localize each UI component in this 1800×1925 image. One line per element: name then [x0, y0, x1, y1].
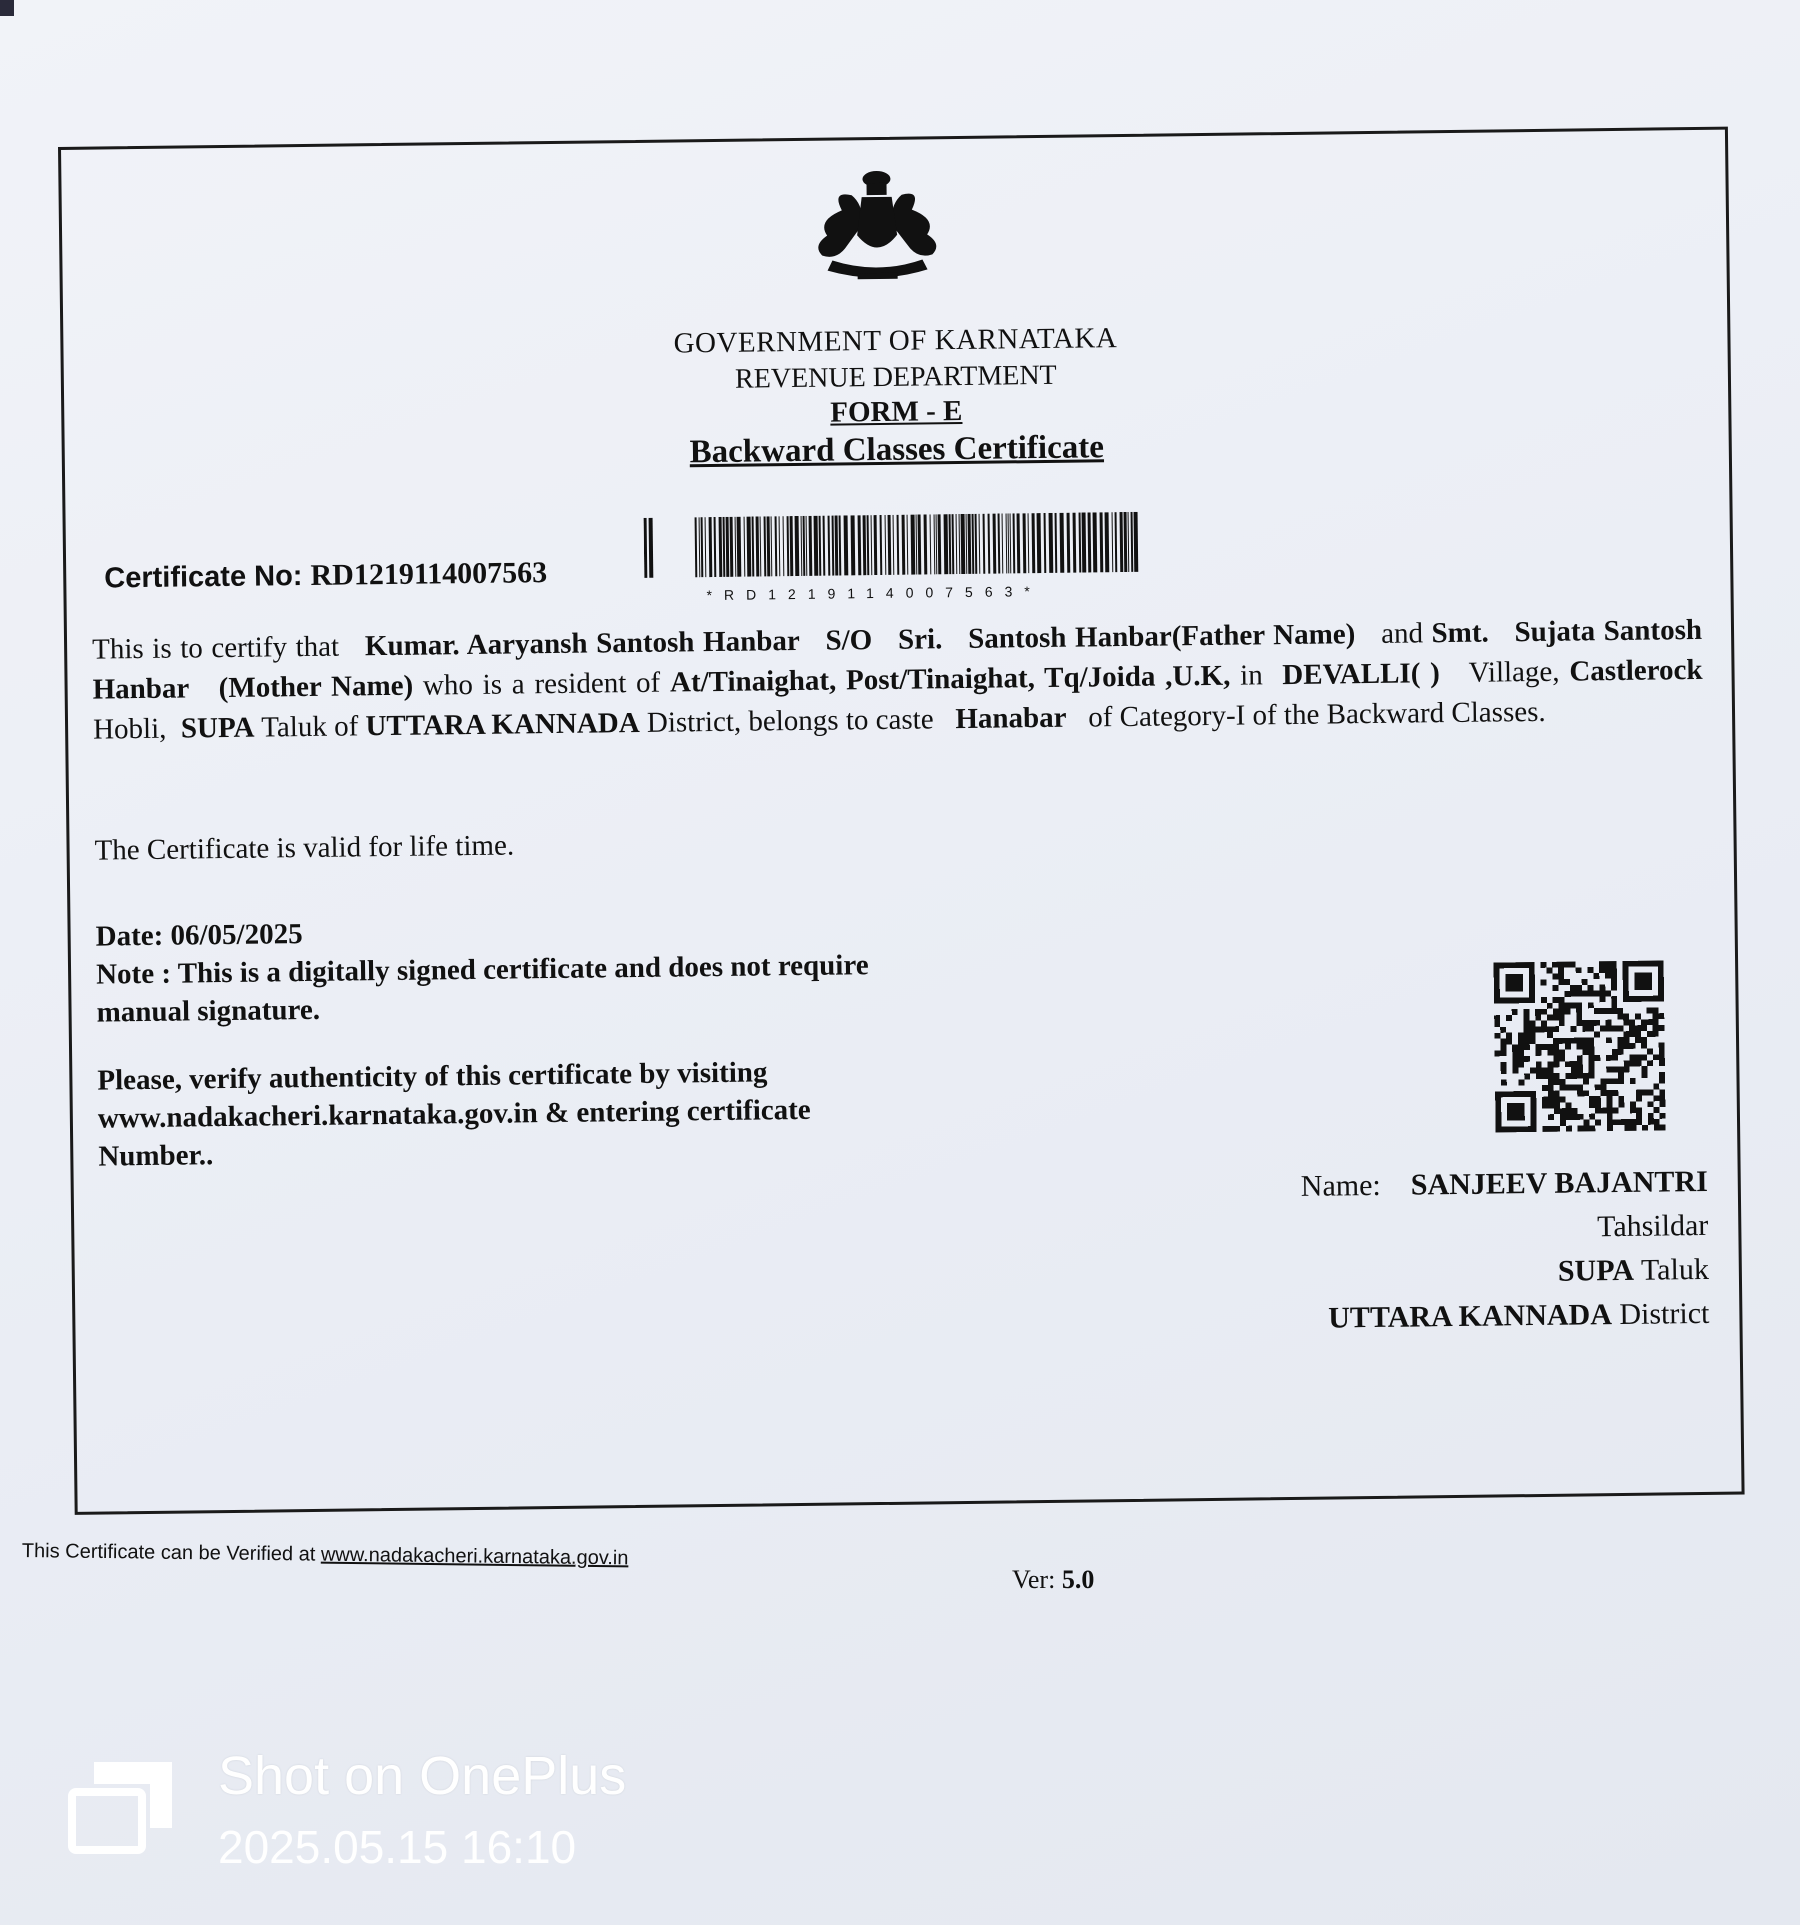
signatory-taluk-label: Taluk	[1640, 1252, 1710, 1287]
address: At/Tinaighat, Post/Tinaighat, Tq/Joida ,U.K,	[669, 659, 1231, 699]
taluk-name: SUPA	[180, 711, 255, 745]
department-heading: REVENUE DEPARTMENT	[734, 359, 1057, 395]
footer-verify-text: This Certificate can be Verified at	[21, 1540, 316, 1566]
footer-verify	[22, 1540, 629, 1570]
version-label: Ver:	[1012, 1565, 1056, 1594]
signatory-district-name: UTTARA KANNADA	[1328, 1298, 1613, 1335]
mother-label: (Mother Name)	[218, 669, 414, 705]
signatory-designation: Tahsildar	[1596, 1208, 1709, 1244]
body-and: and	[1380, 617, 1424, 650]
mother-name: Sujata Santosh Hanbar	[92, 613, 1703, 706]
state-emblem-icon	[801, 164, 953, 296]
father-name: Santosh Hanbar(Father Name)	[967, 618, 1356, 655]
certificate-frame	[58, 127, 1745, 1515]
issue-date: Date: 06/05/2025	[95, 918, 303, 953]
signatory-name-label: Name:	[1300, 1168, 1381, 1203]
district-text: District, belongs to caste	[646, 703, 934, 739]
corner-shadow	[0, 0, 14, 16]
oneplus-camera-icon	[68, 1762, 172, 1854]
watermark-brand: Shot on OnePlus	[218, 1746, 627, 1806]
watermark-datetime: 2025.05.15 16:10	[218, 1821, 577, 1873]
signatory-block	[1301, 1160, 1710, 1341]
qr-code[interactable]	[1491, 960, 1668, 1132]
taluk-text: Taluk of	[261, 710, 359, 744]
verify-instructions: Please, verify authenticity of this certificate by visiting www.nadakacheri.karnataka.gov.in & entering certificate Number..	[97, 1056, 811, 1173]
certificate-number-value: RD1219114007563	[310, 556, 548, 592]
father-prefix: Sri.	[897, 623, 943, 656]
signatory-district-label: District	[1619, 1296, 1710, 1332]
validity-text: The Certificate is valid for life time.	[94, 829, 515, 867]
village-text: Village,	[1468, 655, 1560, 689]
signatory-district	[1302, 1292, 1709, 1341]
body-intro: This is to certify that	[91, 630, 340, 666]
government-heading: GOVERNMENT OF KARNATAKA	[673, 322, 1118, 360]
certificate-body	[92, 610, 1703, 750]
caste: Hanabar	[955, 701, 1067, 736]
digital-signature-note: Note : This is a digitally signed certificate and does not require manual signature.	[95, 949, 869, 1029]
signatory-taluk-name: SUPA	[1557, 1253, 1635, 1288]
certificate-number-label: Certificate No:	[104, 560, 303, 595]
village-name: DEVALLI( )	[1282, 657, 1441, 692]
child-name: Kumar. Aaryansh Santosh Hanbar	[364, 624, 800, 663]
version-value: 5.0	[1061, 1565, 1095, 1594]
resident-text: who is a resident of	[422, 666, 661, 702]
category-text: of Category-I of the Backward Classes.	[1088, 695, 1546, 734]
signatory-taluk	[1302, 1248, 1709, 1297]
footer-version	[1012, 1565, 1094, 1595]
hobli-text: Hobli,	[92, 712, 167, 746]
certificate-number	[104, 556, 547, 595]
hobli-name: Castlerock	[1569, 653, 1703, 688]
signatory-name: SANJEEV BAJANTRI	[1410, 1164, 1708, 1202]
in-text: in	[1239, 659, 1263, 692]
footer-verify-link[interactable]: www.nadakacheri.karnataka.gov.in	[320, 1543, 629, 1570]
signatory-name-line	[1301, 1160, 1708, 1209]
barcode-text: *RD1219114007563*	[706, 583, 1042, 604]
certificate-title: Backward Classes Certificate	[689, 429, 1105, 471]
form-heading: FORM - E	[830, 394, 963, 429]
relation: S/O	[825, 624, 873, 657]
district-name: UTTARA KANNADA	[365, 706, 640, 743]
notes-block	[95, 908, 916, 1032]
mother-prefix: Smt.	[1431, 616, 1489, 650]
barcode	[644, 512, 1145, 588]
